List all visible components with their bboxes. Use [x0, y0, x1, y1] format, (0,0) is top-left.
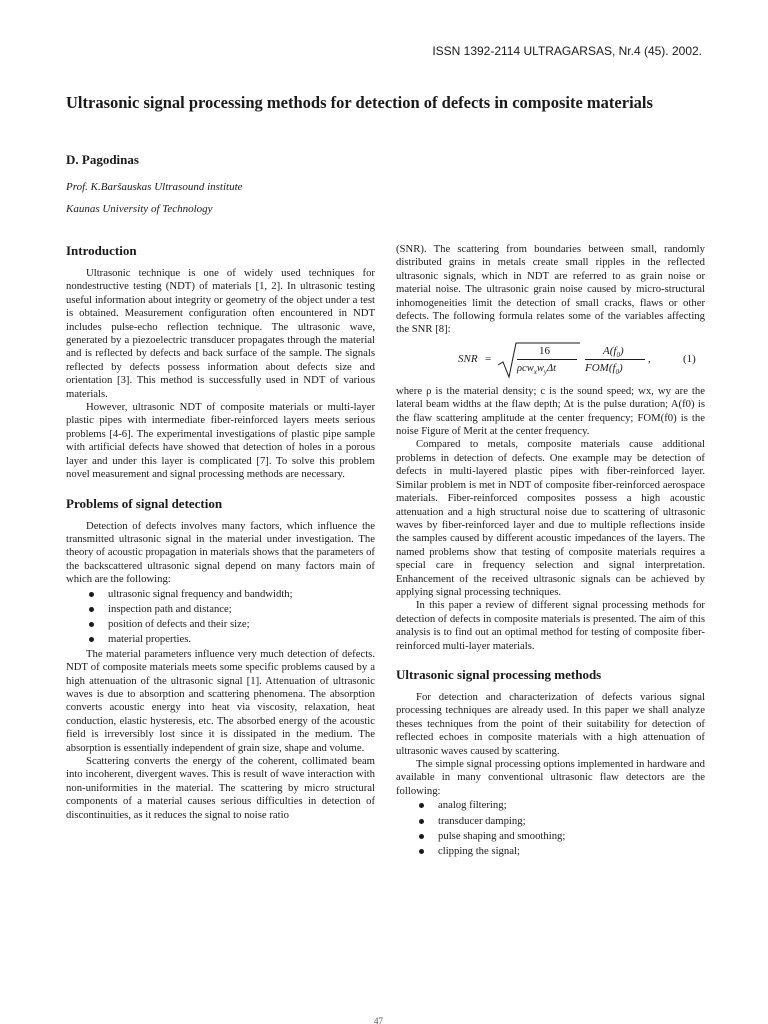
- list-item: material properties.: [66, 632, 375, 647]
- equation-number: (1): [683, 352, 696, 365]
- paragraph: The simple signal processing options implemented in hardware and available in many conventional ultrasonic flaw detectors are the following:: [396, 758, 705, 797]
- processing-options-list: [396, 798, 705, 859]
- formula-den2: $FOM(f_0)$: [585, 361, 623, 377]
- factor-list: [66, 587, 375, 648]
- right-column: [396, 243, 705, 859]
- formula-num2: $A(f_0)$: [603, 344, 624, 360]
- affiliation-university: Kaunas University of Technology: [66, 203, 213, 215]
- left-column: [66, 243, 375, 822]
- paragraph: The material parameters influence very much detection of defects. NDT of composite materials meets some specific problems caused by a high attenuation of the ultrasonic signal [1]. Attenuation of ultrasonic waves is due to absorption and scattering phenomena. The absorption converts acoustic energy into heat via viscosity, relaxation, heat conduction, elastic hysteresis, etc. The absorbed energy of the acoustic field is irreversibly lost since it is dissipated in the medium. The absorption is essentially independent of grain size, shape and volume.: [66, 647, 375, 754]
- list-item: pulse shaping and smoothing;: [396, 829, 705, 844]
- snr-formula: [396, 339, 705, 381]
- section-heading-methods: Ultrasonic signal processing methods: [396, 666, 602, 682]
- journal-header: ISSN 1392-2114 ULTRAGARSAS, Nr.4 (45). 2002.: [432, 44, 702, 58]
- paragraph: Compared to metals, composite materials cause additional problems in detection of defects. One example may be detection of defects in multi-layered plastic pipes with fiber-reinforced layer. Similar problem is met in NDT of composite fiber-reinforced aerospace materials. Fiber-reinforced composites possess a high acoustic attenuation and a high structural noise due to scattering of ultrasonic waves by fiber-reinforced layer and due to multiple reflections inside the samples caused by different acoustic impedances of the layers. The named problems show that testing of composite materials requires a special care in frequency selection and signal interpretation. Enhancement of the received ultrasonic signals can be achieved by applying signal processing techniques.: [396, 438, 705, 598]
- paragraph: For detection and characterization of defects various signal processing techniques are already used. In this paper we shall analyze theses techniques from the point of their suitability for detection of reflected echoes in composite materials with a high attenuation of ultrasonic waves caused by scattering.: [396, 690, 705, 757]
- paragraph: (SNR). The scattering from boundaries between small, randomly distributed grains in metals create small ripples in the reflected ultrasonic signals, which in NDT are referred to as grain noise or material noise. The ultrasonic grain noise caused by micro-structural inhomogeneities limit the detection of small cracks, flaws or other defects. The following formula relates some of the variables affecting the SNR [8]:: [396, 243, 705, 336]
- paper-title: Ultrasonic signal processing methods for detection of defects in composite materials: [66, 93, 653, 112]
- paragraph: Detection of defects involves many factors, which influence the transmitted ultrasonic signal in the material under investigation. The theory of acoustic propagation in materials shows that the parameters of the backscattered ultrasonic signal depend on many factors main of which are the following:: [66, 519, 375, 586]
- list-item: position of defects and their size;: [66, 617, 375, 632]
- page-number: 47: [374, 1016, 383, 1024]
- formula-comma: ,: [648, 352, 651, 365]
- formula-equals: =: [485, 352, 492, 365]
- formula-num1: 16: [539, 344, 550, 357]
- section-heading-problems: Problems of signal detection: [66, 495, 223, 511]
- paragraph: where ρ is the material density; c is the sound speed; wx, wy are the lateral beam widths at the flaw depth; Δt is the pulse duration; A(f0) is the flaw scattering amplitude at the center frequency; FOM(f0) is the noise Figure of Merit at the center frequency.: [396, 384, 705, 438]
- author-name: D. Pagodinas: [66, 152, 139, 167]
- formula-lhs: SNR: [458, 352, 478, 365]
- affiliation-institute: Prof. K.Baršauskas Ultrasound institute: [66, 181, 243, 193]
- paragraph: Scattering converts the energy of the coherent, collimated beam into incoherent, divergent waves. This is result of wave interaction with non-uniformities in the material. The scattering by micro structural components of a material causes serious difficulties in detection of discontinuities, as it reduces the signal to noise ratio: [66, 754, 375, 821]
- list-item: clipping the signal;: [396, 844, 705, 859]
- paragraph: However, ultrasonic NDT of composite materials or multi-layer plastic pipes with intermediate fiber-reinforced layers meets serious problems [4-6]. The experimental investigations of plastic pipe sample with artificial defects have showed that detection of holes in a porous layer and under this layer is complicated [7]. To solve this problem novel measurement and signal processing methods are necessary.: [66, 401, 375, 481]
- list-item: transducer damping;: [396, 814, 705, 829]
- paragraph: Ultrasonic technique is one of widely used techniques for nondestructive testing (NDT) of materials [1, 2]. In ultrasonic testing useful information about integrity or geometry of the object under a test is obtained. Measurement configuration often encountered in NDT includes pulse-echo reflection technique. The ultrasonic wave, generated by a piezoelectric transducer propagates through the material and is reflected by defects and back surface of the sample. The signals reflected by defects possess information about defects size and orientation [3]. This method is successfully used in NDT of various materials.: [66, 267, 375, 400]
- paragraph: In this paper a review of different signal processing methods for detection of defects in composite materials is presented. The aim of this analysis is to find out an optimal method for testing of composite fiber-reinforced multi-layer materials.: [396, 599, 705, 652]
- list-item: ultrasonic signal frequency and bandwidth;: [66, 587, 375, 602]
- fraction-bar: [585, 359, 645, 360]
- formula-den1: $\rho cw_xw_y\Delta t$: [517, 362, 557, 376]
- section-heading-introduction: Introduction: [66, 243, 137, 258]
- list-item: analog filtering;: [396, 798, 705, 813]
- list-item: inspection path and distance;: [66, 602, 375, 617]
- fraction-bar: [517, 359, 577, 360]
